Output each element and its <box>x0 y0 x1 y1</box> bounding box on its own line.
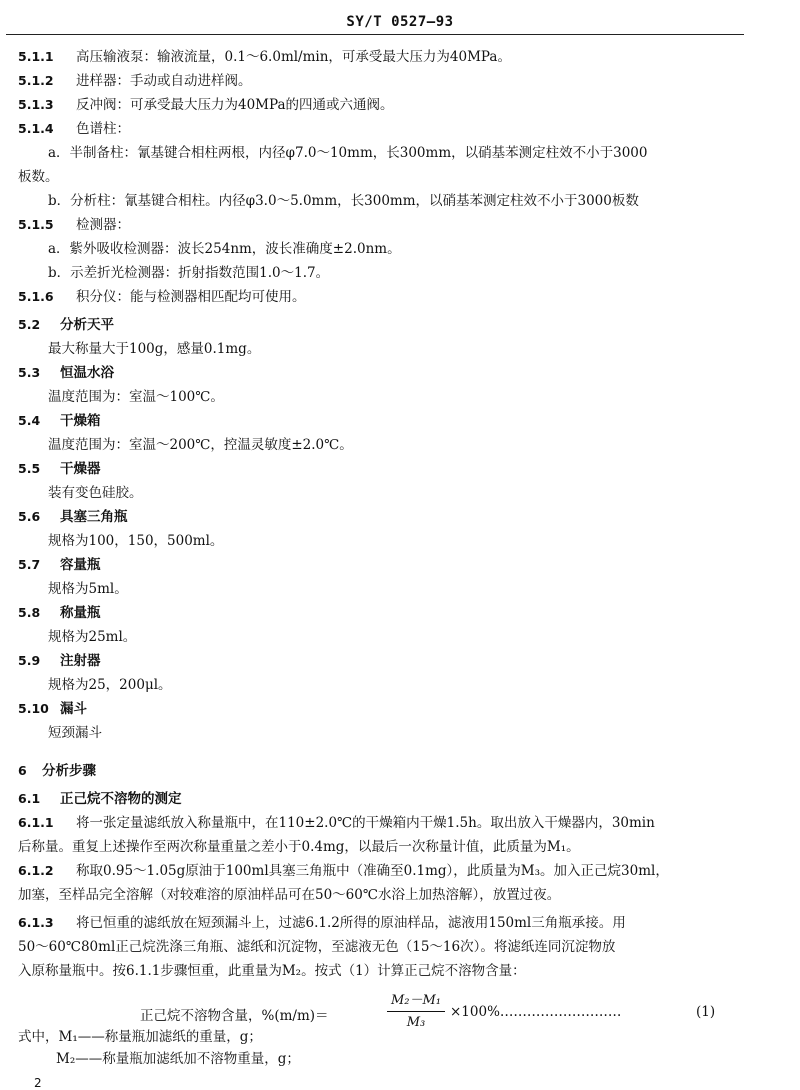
section-line-5-7 <box>18 556 101 574</box>
body-line <box>48 388 224 406</box>
section-line-5-1-5 <box>18 216 130 234</box>
section-text: 具塞三角瓶 <box>60 509 128 525</box>
paragraph-text: 温度范围为：室温～200℃，控温灵敏度±2.0℃。 <box>48 437 353 453</box>
paragraph-text: 最大称量大于100g，感量0.1mg。 <box>48 341 261 357</box>
section-line-5-1-1 <box>18 48 511 66</box>
paragraph-text: 后称量。重复上述操作至两次称量重量之差小于0.4mg，以最后一次称量计值，此质量为M₁。 <box>18 839 580 855</box>
equation-fraction <box>387 992 445 1031</box>
section-line-5-8 <box>18 604 101 622</box>
section-number: 5.10 <box>18 701 49 716</box>
equation-lhs: 正己烷不溶物含量，%(m/m)＝ <box>140 1008 329 1024</box>
body-line <box>18 886 560 904</box>
body-line <box>48 436 353 454</box>
section-line-5-6 <box>18 508 128 526</box>
section-number: 5.1.1 <box>18 49 54 64</box>
section-number: 5.1.6 <box>18 289 54 304</box>
paragraph-text: 温度范围为：室温～100℃。 <box>48 389 224 405</box>
body-line <box>48 192 639 210</box>
section-number: 5.6 <box>18 509 41 524</box>
paragraph-text: 入原称量瓶中。按6.1.1步骤恒重，此重量为M₂。按式（1）计算正己烷不溶物含量： <box>18 963 526 979</box>
paragraph-text: 规格为100，150，500ml。 <box>48 533 224 549</box>
section-text: 干燥箱 <box>60 413 101 429</box>
section-number: 5.8 <box>18 605 41 620</box>
section-number: 5.1.3 <box>18 97 54 112</box>
section-line-5-1-6 <box>18 288 306 306</box>
where-line-1: 式中，M₁——称量瓶加滤纸的重量，g； <box>18 1029 262 1045</box>
section-text: 将已恒重的滤纸放在短颈漏斗上，过滤6.1.2所得的原油样品，滤液用150ml三角瓶承接。用 <box>76 915 626 931</box>
section-line-5-2 <box>18 316 114 334</box>
section-text: 色谱柱： <box>76 121 130 137</box>
body-line <box>48 724 102 742</box>
section-line-5-1-4 <box>18 120 130 138</box>
section-number: 5.7 <box>18 557 41 572</box>
section-text: 注射器 <box>60 653 101 669</box>
section-text: 进样器：手动或自动进样阀。 <box>76 73 252 89</box>
paragraph-text: 短颈漏斗 <box>48 725 102 741</box>
section-text: 反冲阀：可承受最大压力为40MPa的四通或六通阀。 <box>76 97 394 113</box>
equation-numerator: M₂－M₁ <box>390 993 442 1008</box>
standard-code-header: SY/T 0527—93 <box>346 14 454 30</box>
section-number: 5.5 <box>18 461 41 476</box>
paragraph-text: 规格为25ml。 <box>48 629 137 645</box>
body-line <box>18 838 580 856</box>
paragraph-text: b．示差折光检测器：折射指数范围1.0～1.7。 <box>48 265 330 281</box>
section-text: 分析步骤 <box>42 763 96 779</box>
section-line-6-1-1 <box>18 814 655 832</box>
section-text: 将一张定量滤纸放入称量瓶中，在110±2.0℃的干燥箱内干燥1.5h。取出放入干燥器内，30min <box>76 815 655 831</box>
paragraph-text: 板数。 <box>18 169 59 185</box>
body-line <box>48 580 128 598</box>
section-line-6 <box>18 762 96 780</box>
body-line <box>18 962 526 980</box>
body-line <box>48 484 143 502</box>
section-number: 5.4 <box>18 413 41 428</box>
section-line-5-4 <box>18 412 101 430</box>
section-line-5-5 <box>18 460 101 478</box>
section-line-5-10 <box>18 700 87 718</box>
section-text: 漏斗 <box>60 701 87 717</box>
section-number: 5.2 <box>18 317 41 332</box>
section-text: 高压输液泵：输液流量，0.1～6.0ml/min，可承受最大压力为40MPa。 <box>76 49 511 65</box>
body-line <box>48 628 136 646</box>
section-line-6-1-3 <box>18 914 626 932</box>
section-text: 分析天平 <box>60 317 114 333</box>
body-line <box>18 938 615 956</box>
section-text: 容量瓶 <box>60 557 101 573</box>
body-line <box>18 168 59 186</box>
section-line-6-1 <box>18 790 182 808</box>
section-number: 6.1.3 <box>18 915 54 930</box>
section-text: 称取0.95～1.05g原油于100ml具塞三角瓶中（准确至0.1mg），此质量为M₃。加入正己烷30ml， <box>76 863 669 879</box>
section-text: 恒温水浴 <box>60 365 114 381</box>
paragraph-text: 装有变色硅胶。 <box>48 485 143 501</box>
body-line <box>48 144 647 162</box>
header-rule <box>6 34 744 35</box>
section-text: 正己烷不溶物的测定 <box>60 791 182 807</box>
where-line-2: M₂——称量瓶加滤纸加不溶物重量，g； <box>56 1051 300 1067</box>
paragraph-text: a．紫外吸收检测器：波长254nm，波长准确度±2.0nm。 <box>48 241 401 257</box>
paragraph-text: b．分析柱：氰基键合相柱。内径φ3.0～5.0mm，长300mm，以硝基苯测定柱效不小于3000板数 <box>48 193 639 209</box>
section-line-5-1-2 <box>18 72 252 90</box>
body-line <box>48 676 172 694</box>
section-number: 6.1.1 <box>18 815 54 830</box>
fraction-bar <box>387 1011 445 1012</box>
section-number: 6 <box>18 763 27 778</box>
body-line <box>48 240 401 258</box>
section-number: 6.1 <box>18 791 41 806</box>
section-text: 积分仪：能与检测器相匹配均可使用。 <box>76 289 306 305</box>
section-number: 5.1.2 <box>18 73 54 88</box>
section-text: 称量瓶 <box>60 605 101 621</box>
section-line-6-1-2 <box>18 862 669 880</box>
paragraph-text: a．半制备柱：氰基键合相柱两根，内径φ7.0～10mm，长300mm，以硝基苯测定柱效不小于3000 <box>48 145 648 161</box>
body-line <box>48 264 329 282</box>
section-number: 5.1.5 <box>18 217 54 232</box>
section-line-5-3 <box>18 364 114 382</box>
equation-denominator: M₃ <box>406 1015 426 1030</box>
section-number: 5.1.4 <box>18 121 54 136</box>
section-number: 5.3 <box>18 365 41 380</box>
body-line <box>48 340 260 358</box>
section-number: 5.9 <box>18 653 41 668</box>
paragraph-text: 加塞，至样品完全溶解（对较难溶的原油样品可在50～60℃水浴上加热溶解），放置过夜。 <box>18 887 561 903</box>
section-number: 6.1.2 <box>18 863 54 878</box>
page-number: 2 <box>34 1076 42 1090</box>
equation-rhs: ×100%……………………… <box>450 1004 622 1020</box>
equation-number: (1) <box>696 1004 716 1020</box>
paragraph-text: 规格为5ml。 <box>48 581 128 597</box>
section-line-5-1-3 <box>18 96 394 114</box>
paragraph-text: 规格为25，200μl。 <box>48 677 172 693</box>
paragraph-text: 50～60℃80ml正己烷洗涤三角瓶、滤纸和沉淀物，至滤液无色（15～16次）。将滤纸连同沉淀物放 <box>18 939 616 955</box>
body-line <box>48 532 223 550</box>
section-line-5-9 <box>18 652 101 670</box>
section-text: 检测器： <box>76 217 130 233</box>
section-text: 干燥器 <box>60 461 101 477</box>
